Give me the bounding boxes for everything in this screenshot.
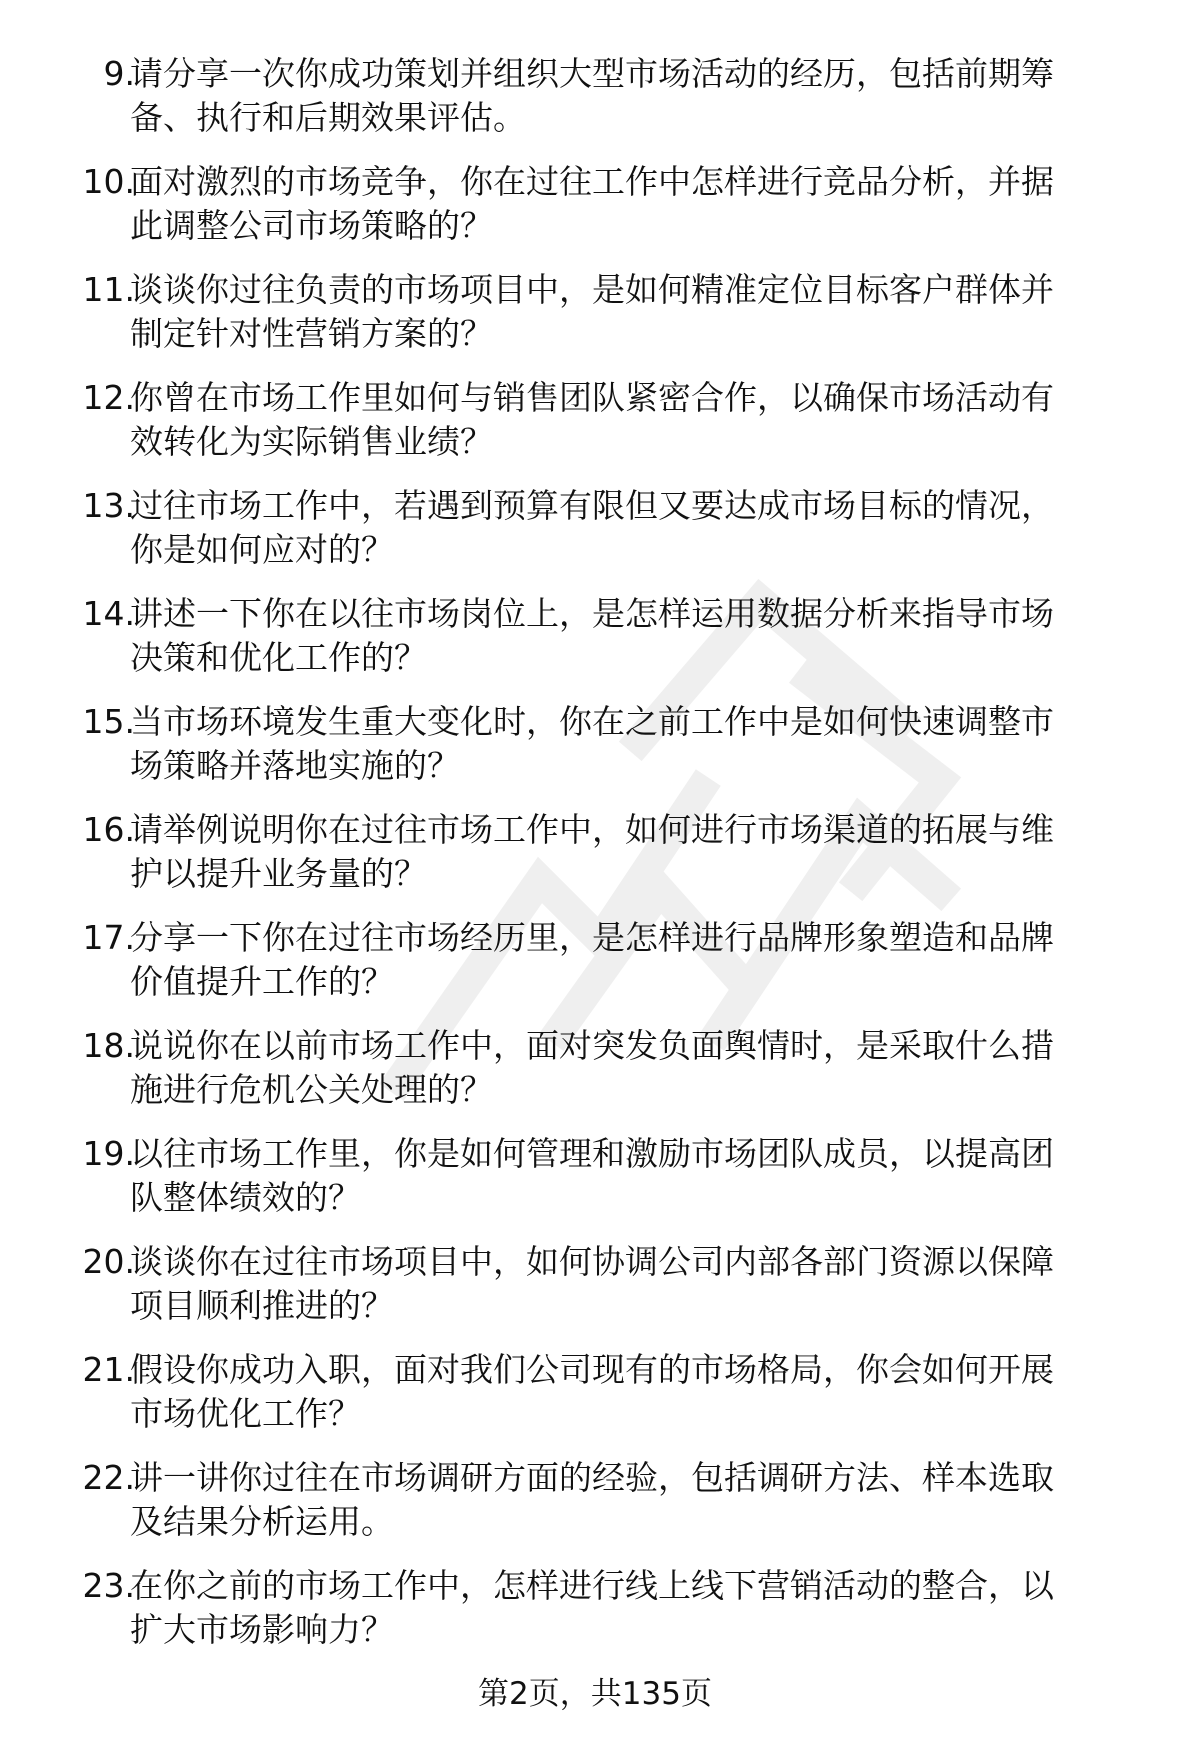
question-item	[0, 808, 1190, 916]
question-number: 23.	[82, 1566, 135, 1605]
question-number: 11.	[82, 270, 135, 309]
question-number: 22.	[82, 1458, 135, 1497]
question-item	[0, 1348, 1190, 1456]
question-text: 你曾在市场工作里如何与销售团队紧密合作，以确保市场活动有 效转化为实际销售业绩？	[130, 378, 1054, 461]
question-text: 讲述一下你在以往市场岗位上，是怎样运用数据分析来指导市场 决策和优化工作的？	[130, 594, 1054, 677]
question-number: 21.	[82, 1350, 135, 1389]
question-text: 请分享一次你成功策划并组织大型市场活动的经历，包括前期筹 备、执行和后期效果评估。	[130, 54, 1054, 137]
question-list	[0, 52, 1190, 1672]
question-item	[0, 160, 1190, 268]
question-item	[0, 52, 1190, 160]
question-item	[0, 1456, 1190, 1564]
question-item	[0, 268, 1190, 376]
question-text: 面对激烈的市场竞争，你在过往工作中怎样进行竞品分析，并据 此调整公司市场策略的？	[130, 162, 1054, 245]
question-text: 当市场环境发生重大变化时，你在之前工作中是如何快速调整市 场策略并落地实施的？	[130, 702, 1054, 785]
question-item	[0, 1564, 1190, 1672]
question-number: 14.	[82, 594, 135, 633]
question-number: 9.	[103, 54, 135, 93]
question-item	[0, 1024, 1190, 1132]
question-text: 在你之前的市场工作中，怎样进行线上线下营销活动的整合，以 扩大市场影响力？	[130, 1566, 1054, 1649]
question-item	[0, 1132, 1190, 1240]
question-number: 15.	[82, 702, 135, 741]
question-item	[0, 916, 1190, 1024]
question-text: 说说你在以前市场工作中，面对突发负面舆情时，是采取什么措 施进行危机公关处理的？	[130, 1026, 1054, 1109]
question-text: 讲一讲你过往在市场调研方面的经验，包括调研方法、样本选取 及结果分析运用。	[130, 1458, 1054, 1541]
question-number: 18.	[82, 1026, 135, 1065]
question-number: 12.	[82, 378, 135, 417]
question-number: 19.	[82, 1134, 135, 1173]
question-text: 以往市场工作里，你是如何管理和激励市场团队成员，以提高团 队整体绩效的？	[130, 1134, 1054, 1217]
question-item	[0, 1240, 1190, 1348]
question-number: 17.	[82, 918, 135, 957]
question-item	[0, 376, 1190, 484]
question-text: 谈谈你过往负责的市场项目中，是如何精准定位目标客户群体并 制定针对性营销方案的？	[130, 270, 1054, 353]
question-item	[0, 484, 1190, 592]
page-number: 第2页，共135页	[478, 1676, 712, 1712]
question-text: 分享一下你在过往市场经历里，是怎样进行品牌形象塑造和品牌 价值提升工作的？	[130, 918, 1054, 1001]
question-number: 16.	[82, 810, 135, 849]
question-number: 20.	[82, 1242, 135, 1281]
question-text: 过往市场工作中，若遇到预算有限但又要达成市场目标的情况， 你是如何应对的？	[130, 486, 1054, 569]
question-number: 13.	[82, 486, 135, 525]
question-text: 谈谈你在过往市场项目中，如何协调公司内部各部门资源以保障 项目顺利推进的？	[130, 1242, 1054, 1325]
question-number: 10.	[82, 162, 135, 201]
question-item	[0, 592, 1190, 700]
question-text: 假设你成功入职，面对我们公司现有的市场格局，你会如何开展 市场优化工作？	[130, 1350, 1054, 1433]
question-item	[0, 700, 1190, 808]
question-text: 请举例说明你在过往市场工作中，如何进行市场渠道的拓展与维 护以提升业务量的？	[130, 810, 1054, 893]
